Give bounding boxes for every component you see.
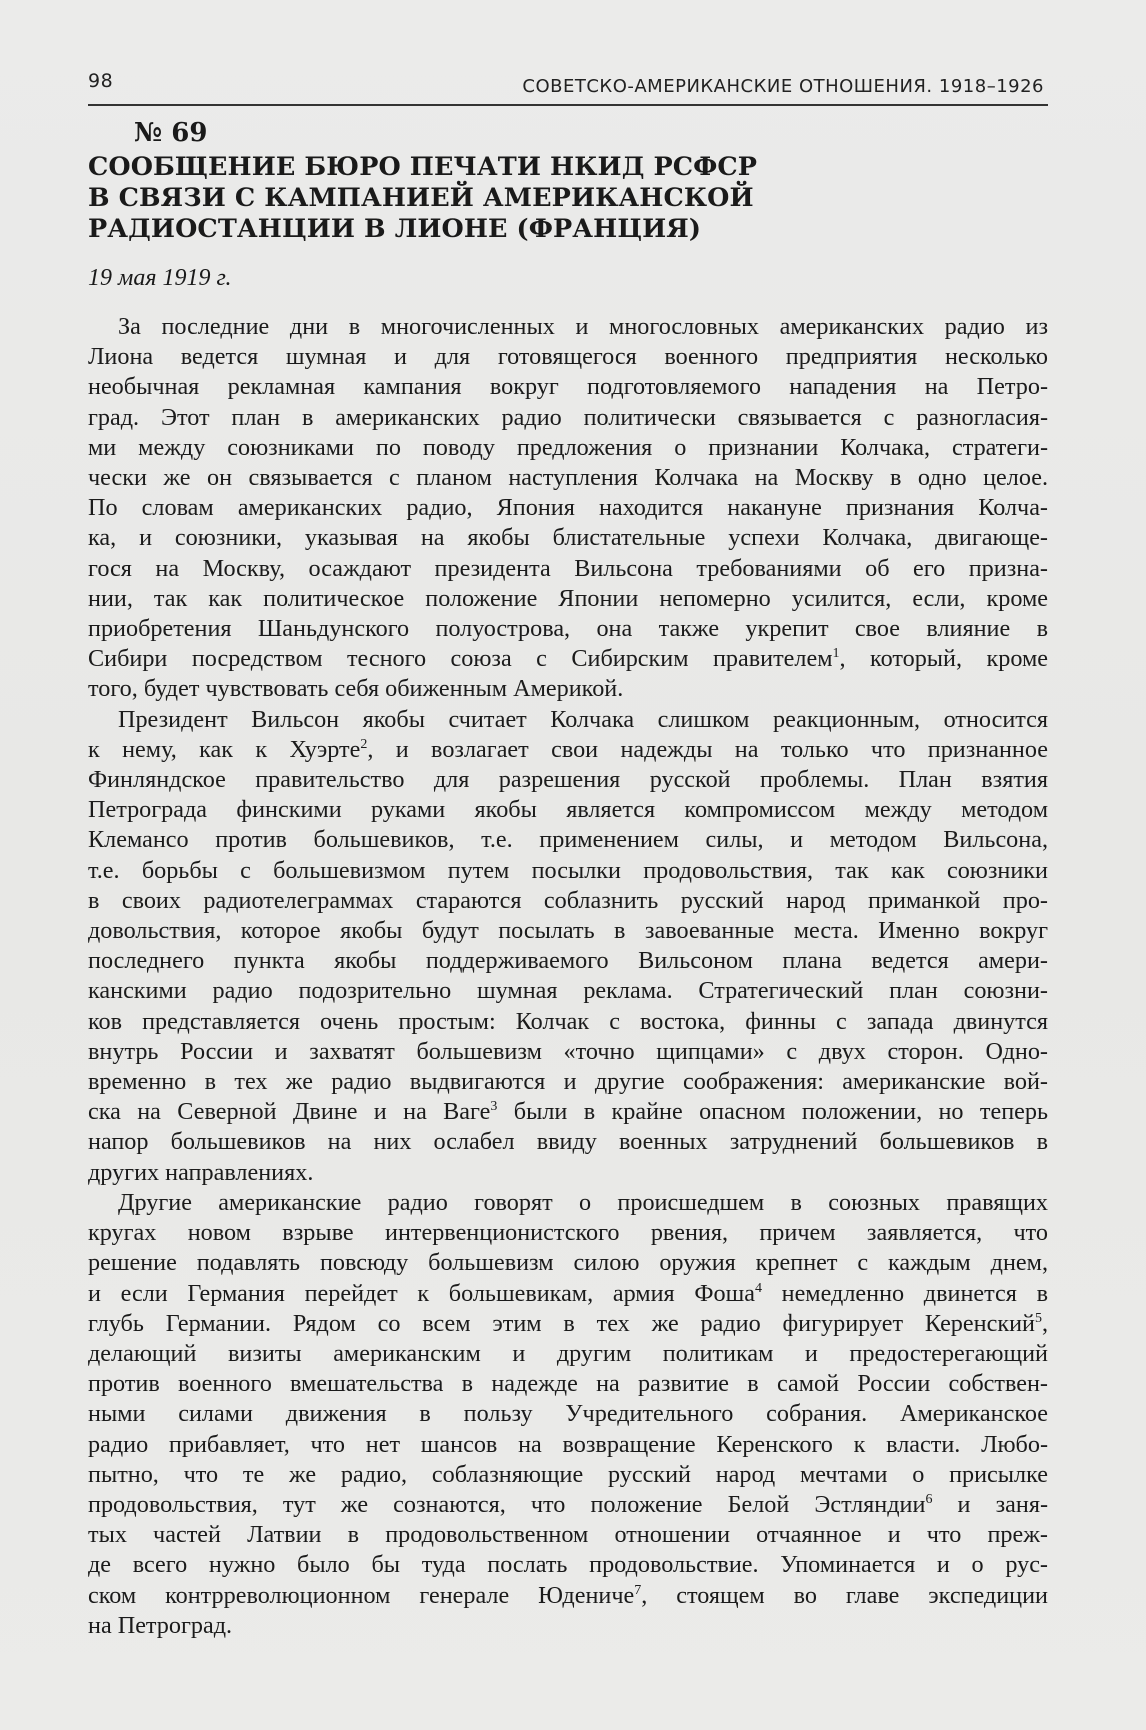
text-line: решение подавлять повсюду большевизм силою оружия крепнет с каждым днем, [88,1249,1048,1277]
text-line: того, будет чувствовать себя обиженным Америкой. [88,675,624,703]
document-number: № 69 [134,118,208,148]
footnote-marker: 6 [925,1491,933,1507]
text-line: других направлениях. [88,1158,314,1186]
text-line: против военного вмешательства в надежде на развитие в самой России собствен- [88,1370,1048,1398]
text-line: Клемансо против большевиков, т.е. применением силы, и методом Вильсона, [88,826,1048,854]
paragraph [88,1188,1048,1641]
text-line: в своих радиотелеграммах стараются соблазнить русский народ приманкой про- [88,886,1048,914]
footnote-marker: 3 [490,1099,498,1115]
text-line: временно в тех же радио выдвигаются и другие соображения: американские вой- [88,1068,1048,1096]
footnote-marker: 7 [634,1582,642,1598]
document-body [88,312,1048,1641]
text-line: Петрограда финскими руками якобы является компромиссом между методом [88,796,1048,824]
text-line: внутрь России и захватят большевизм «точно щипцами» с двух сторон. Одно- [88,1037,1048,1065]
text-line: град. Этот план в американских радио политически связывается с разногласия- [88,403,1048,431]
text-line: ска на Северной Двине и на Ваге$^3$ были в крайне опасном положении, но теперь [88,1098,1048,1126]
footnote-marker: 2 [360,736,368,752]
text-line: ском контрреволюционном генерале Юдениче$^7$, стоящем во главе экспедиции [88,1581,1048,1609]
text-line: ка, и союзники, указывая на якобы блистательные успехи Колчака, двигающе- [88,524,1048,552]
text-line: продовольствия, тут же сознаются, что положение Белой Эстляндии$^6$ и заня- [88,1490,1049,1518]
text-line: приобретения Шаньдунского полуострова, она также укрепит свое влияние в [88,615,1048,643]
footnote-marker: 4 [754,1280,762,1296]
header-rule [88,104,1048,106]
text-line: канскими радио подозрительно шумная реклама. Стратегический план союзни- [88,977,1048,1005]
document-title-line: В СВЯЗИ С КАМПАНИЕЙ АМЕРИКАНСКОЙ [88,183,754,213]
text-line: Финляндское правительство для разрешения русской проблемы. План взятия [88,766,1048,794]
text-line: Президент Вильсон якобы считает Колчака слишком реакционным, относится [118,705,1048,733]
text-line: Другие американские радио говорят о происшедшем в союзных правящих [118,1188,1048,1216]
text-line: глубь Германии. Рядом со всем этим в тех же радио фигурирует Керенский$^5$, [88,1309,1048,1337]
text-line: кругах новом взрыве интервенционистского рвения, причем заявляется, что [88,1219,1048,1247]
text-line: последнего пункта якобы поддерживаемого Вильсоном плана ведется амери- [88,947,1048,975]
text-line: ков представляется очень простым: Колчак с востока, финны с запада двинутся [88,1007,1048,1035]
document-date: 19 мая 1919 г. [88,265,232,291]
text-line: на Петроград. [88,1611,233,1639]
document-title-line: СООБЩЕНИЕ БЮРО ПЕЧАТИ НКИД РСФСР [88,152,758,182]
text-line: де всего нужно было бы туда послать продовольствие. Упоминается и о рус- [88,1551,1048,1579]
text-line: За последние дни в многочисленных и многословных американских радио из [118,313,1048,340]
text-line: делающий визиты американским и другим политикам и предостерегающий [88,1339,1048,1367]
text-line: тых частей Латвии в продовольственном отношении отчаянное и что преж- [88,1521,1048,1549]
text-line: к нему, как к Хуэрте$^2$, и возлагает свои надежды на только что признанное [88,735,1048,763]
text-line: гося на Москву, осаждают президента Вильсона требованиями об его призна- [88,554,1048,582]
text-line: Сибири посредством тесного союза с Сибирским правителем$^1$, который, кроме [88,645,1049,673]
text-line: Лиона ведется шумная и для готовящегося военного предприятия несколько [88,343,1048,371]
document-title-line: РАДИОСТАНЦИИ В ЛИОНЕ (ФРАНЦИЯ) [88,214,702,244]
paragraph [88,312,1048,705]
text-line: чески же он связывается с планом наступления Колчака на Москву в одно целое. [88,464,1048,492]
text-line: довольствия, которое якобы будут посылать в завоеванные места. Именно вокруг [88,917,1048,945]
text-line: и если Германия перейдет к большевикам, армия Фоша$^4$ немедленно двинется в [88,1279,1048,1307]
running-title: СОВЕТСКО-АМЕРИКАНСКИЕ ОТНОШЕНИЯ. 1918–1926 [522,76,1044,97]
text-line: ными силами движения в пользу Учредительного собрания. Американское [88,1400,1048,1428]
page-number: 98 [88,70,114,92]
document-title [88,152,988,245]
text-line: ми между союзниками по поводу предложения о признании Колчака, стратеги- [88,433,1048,461]
text-line: пытно, что те же радио, соблазняющие русский народ мечтами о присылке [88,1460,1048,1488]
text-line: По словам американских радио, Япония находится накануне признания Колча- [88,494,1048,522]
text-line: радио прибавляет, что нет шансов на возвращение Керенского к власти. Любо- [88,1430,1048,1458]
text-line: напор большевиков на них ослабел ввиду военных затруднений большевиков в [88,1128,1048,1156]
text-line: необычная рекламная кампания вокруг подготовляемого нападения на Петро- [88,373,1048,401]
text-line: нии, так как политическое положение Японии непомерно усилится, если, кроме [88,584,1048,612]
text-line: т.е. борьбы с большевизмом путем посылки продовольствия, так как союзники [88,856,1048,884]
running-head [88,68,1048,102]
footnote-marker: 1 [832,646,840,662]
footnote-marker: 5 [1034,1310,1042,1326]
paragraph [88,705,1048,1188]
